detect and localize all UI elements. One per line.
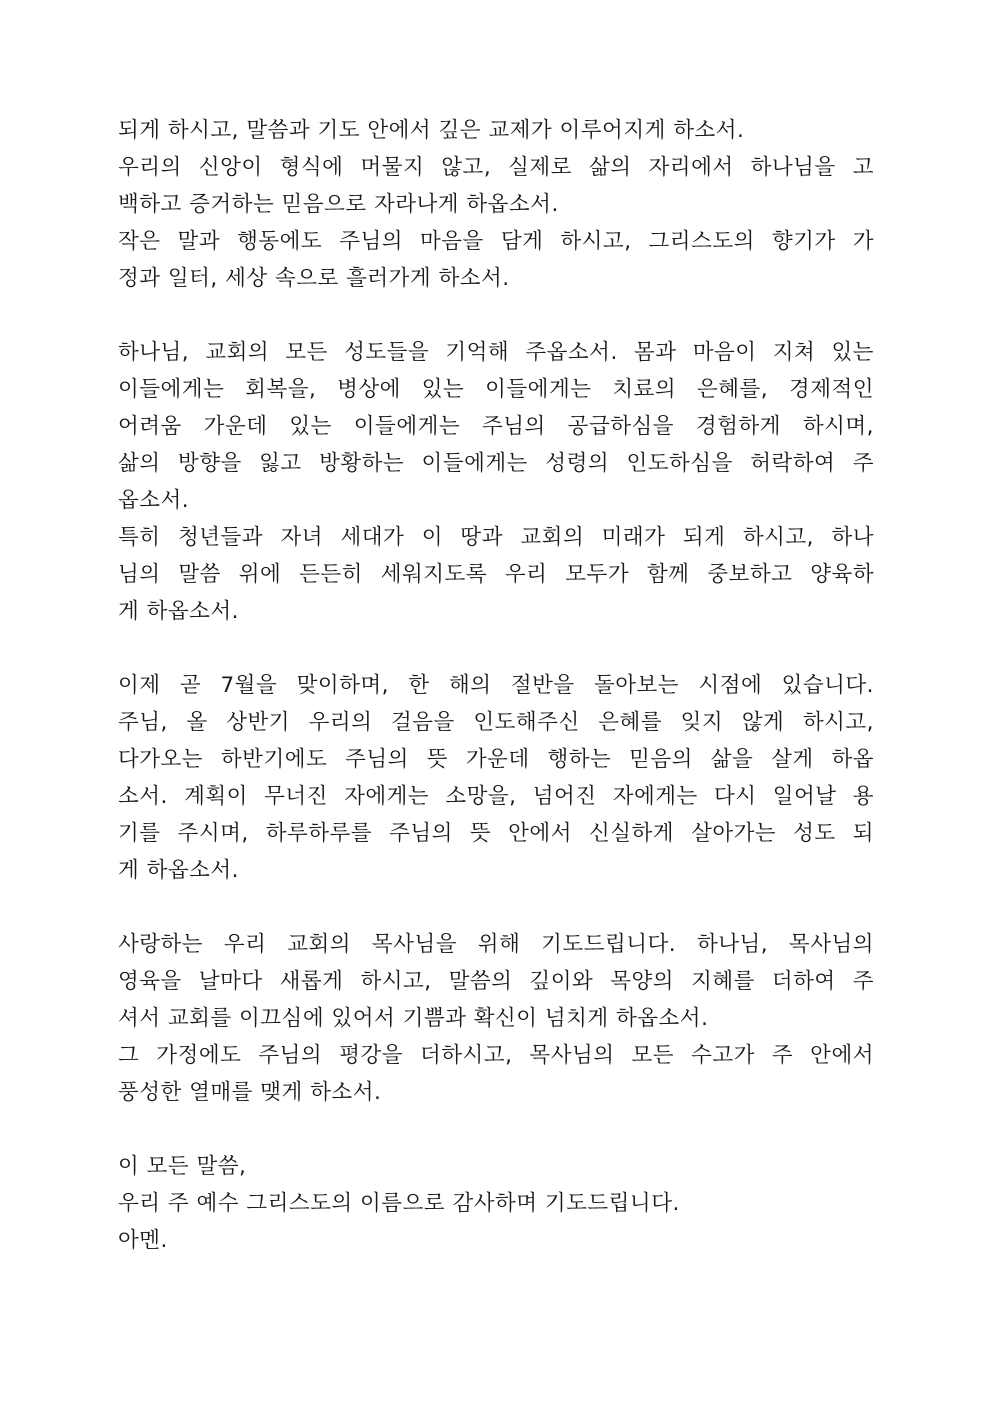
text-line: 이제 곧 7월을 맞이하며, 한 해의 절반을 돌아보는 시점에 있습니다. bbox=[118, 673, 874, 698]
paragraph bbox=[118, 1148, 874, 1259]
paragraph bbox=[118, 334, 874, 630]
paragraph bbox=[118, 667, 874, 889]
text-line: 이들에게는 회복을, 병상에 있는 이들에게는 치료의 은혜를, 경제적인 bbox=[118, 377, 874, 402]
text-line: 풍성한 열매를 맺게 하소서. bbox=[118, 1080, 382, 1105]
text-line: 이 모든 말씀, bbox=[118, 1154, 247, 1179]
text-line: 님의 말씀 위에 든든히 세워지도록 우리 모두가 함께 중보하고 양육하 bbox=[118, 562, 874, 587]
text-line: 우리의 신앙이 형식에 머물지 않고, 실제로 삶의 자리에서 하나님을 고 bbox=[118, 155, 874, 180]
text-line: 작은 말과 행동에도 주님의 마음을 담게 하시고, 그리스도의 향기가 가 bbox=[118, 229, 874, 254]
document-page bbox=[118, 112, 874, 1259]
text-line: 어려움 가운데 있는 이들에게는 주님의 공급하심을 경험하게 하시며, bbox=[118, 414, 874, 439]
text-line: 영육을 날마다 새롭게 하시고, 말씀의 깊이와 목양의 지혜를 더하여 주 bbox=[118, 969, 874, 994]
text-line: 주님, 올 상반기 우리의 걸음을 인도해주신 은혜를 잊지 않게 하시고, bbox=[118, 710, 874, 735]
text-line: 게 하옵소서. bbox=[118, 858, 240, 883]
prayer-text bbox=[118, 112, 874, 1259]
paragraph bbox=[118, 112, 874, 297]
text-line: 되게 하시고, 말씀과 기도 안에서 깊은 교제가 이루어지게 하소서. bbox=[118, 118, 745, 143]
text-line: 옵소서. bbox=[118, 488, 190, 513]
text-line: 백하고 증거하는 믿음으로 자라나게 하옵소서. bbox=[118, 192, 559, 217]
text-line: 사랑하는 우리 교회의 목사님을 위해 기도드립니다. 하나님, 목사님의 bbox=[118, 932, 874, 957]
text-line: 하나님, 교회의 모든 성도들을 기억해 주옵소서. 몸과 마음이 지쳐 있는 bbox=[118, 340, 874, 365]
paragraph bbox=[118, 926, 874, 1111]
text-line: 우리 주 예수 그리스도의 이름으로 감사하며 기도드립니다. bbox=[118, 1191, 680, 1216]
text-line: 정과 일터, 세상 속으로 흘러가게 하소서. bbox=[118, 266, 510, 291]
text-line: 기를 주시며, 하루하루를 주님의 뜻 안에서 신실하게 살아가는 성도 되 bbox=[118, 821, 874, 846]
text-line: 게 하옵소서. bbox=[118, 599, 240, 624]
text-line: 그 가정에도 주님의 평강을 더하시고, 목사님의 모든 수고가 주 안에서 bbox=[118, 1043, 874, 1068]
text-line: 특히 청년들과 자녀 세대가 이 땅과 교회의 미래가 되게 하시고, 하나 bbox=[118, 525, 874, 550]
text-line: 소서. 계획이 무너진 자에게는 소망을, 넘어진 자에게는 다시 일어날 용 bbox=[118, 784, 874, 809]
text-line: 아멘. bbox=[118, 1228, 168, 1253]
text-line: 셔서 교회를 이끄심에 있어서 기쁨과 확신이 넘치게 하옵소서. bbox=[118, 1006, 709, 1031]
text-line: 다가오는 하반기에도 주님의 뜻 가운데 행하는 믿음의 삶을 살게 하옵 bbox=[118, 747, 874, 772]
text-line: 삶의 방향을 잃고 방황하는 이들에게는 성령의 인도하심을 허락하여 주 bbox=[118, 451, 874, 476]
